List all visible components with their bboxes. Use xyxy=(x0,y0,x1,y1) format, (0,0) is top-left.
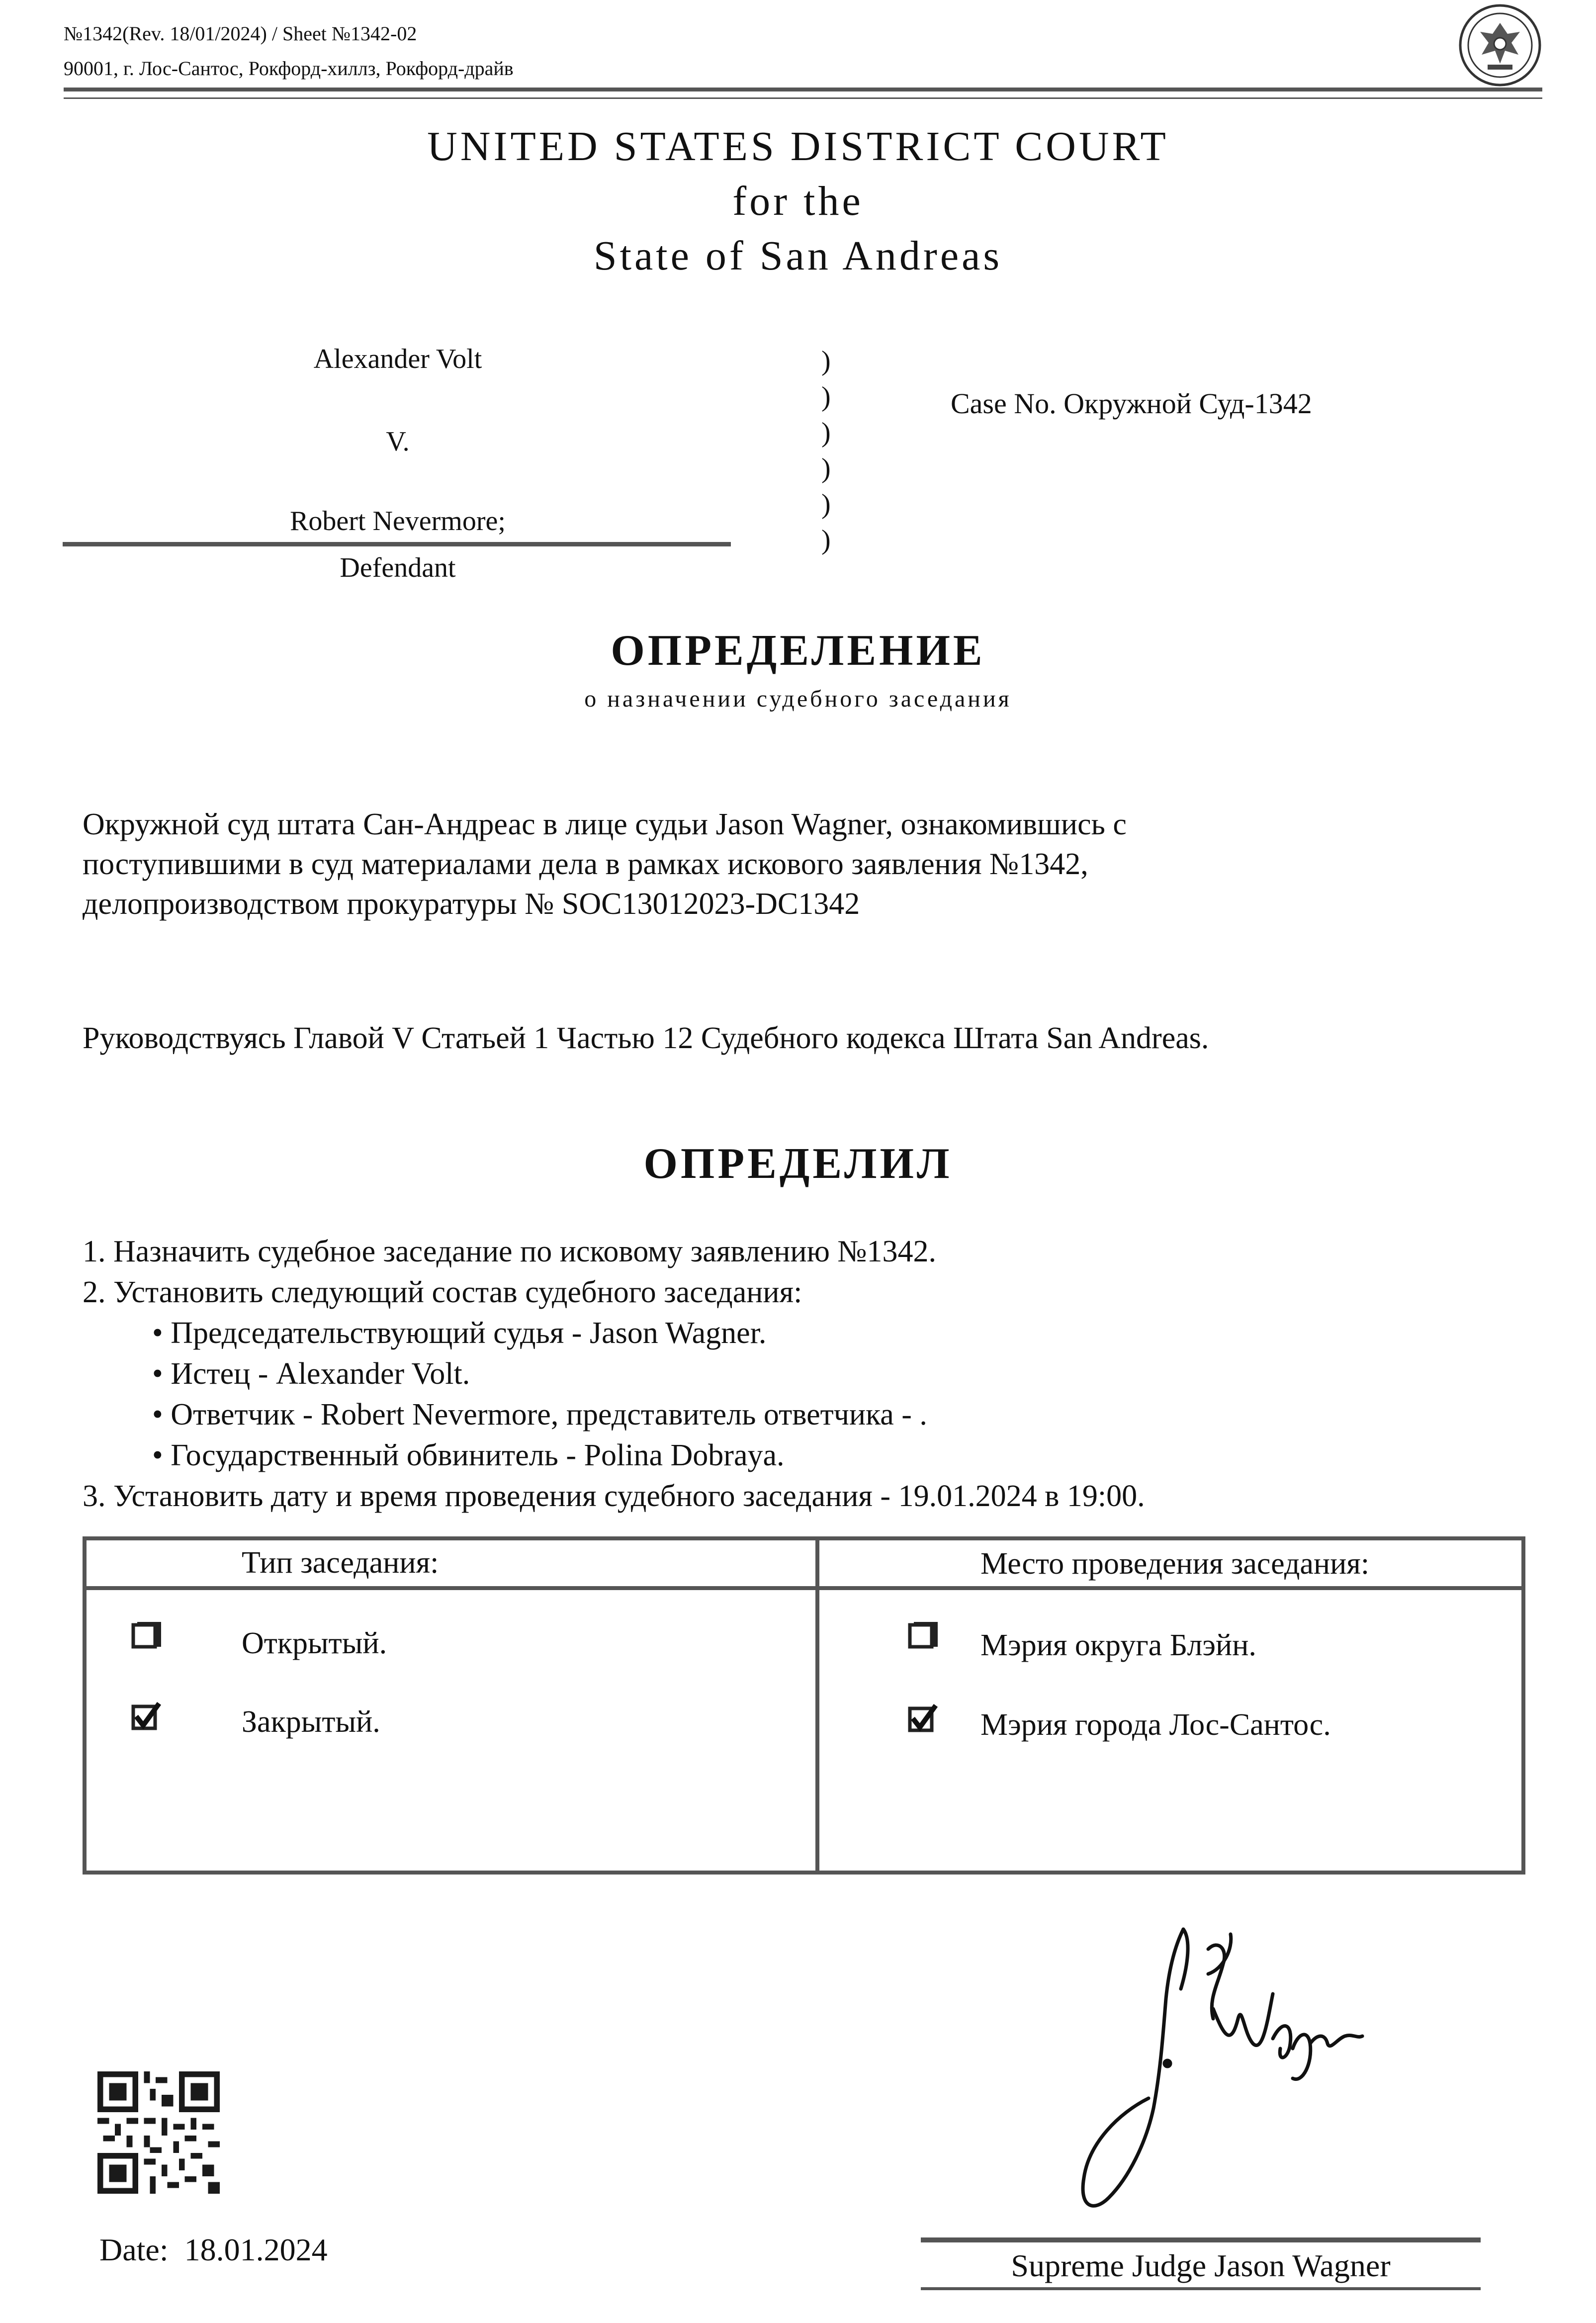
option-open-session: Открытый. xyxy=(242,1626,387,1660)
caption-paren: ) xyxy=(821,417,831,448)
session-place-header: Место проведения заседания: xyxy=(980,1547,1370,1581)
session-type-header: Тип заседания: xyxy=(242,1546,439,1580)
form-number: №1342(Rev. 18/01/2024) / Sheet №1342-02 xyxy=(64,22,417,45)
list-item: • Истец - Alexander Volt. xyxy=(152,1357,470,1391)
list-item: • Ответчик - Robert Nevermore, представитель ответчика - . xyxy=(152,1398,927,1431)
document-subtitle: о назначении судебного заседания xyxy=(584,686,1012,712)
signature-bottom-rule xyxy=(921,2287,1481,2290)
signer-name: Supreme Judge Jason Wagner xyxy=(1011,2248,1391,2283)
list-item: 3. Установить дату и время проведения судебного заседания - 19.01.2024 в 19:00. xyxy=(83,1479,1145,1513)
defendant-name: Robert Nevermore; xyxy=(290,506,506,536)
checkbox-open-session[interactable] xyxy=(130,1622,161,1655)
caption-paren: ) xyxy=(821,489,831,520)
signature-rule xyxy=(921,2237,1481,2242)
caption-paren: ) xyxy=(821,453,831,484)
list-item: 1. Назначить судебное заседание по исковому заявлению №1342. xyxy=(83,1235,937,1268)
judge-signature xyxy=(1059,1919,1367,2218)
option-closed-session: Закрытый. xyxy=(242,1705,380,1739)
checkbox-place-los-santos[interactable] xyxy=(907,1703,938,1737)
option-place-los-santos: Мэрия города Лос-Сантос. xyxy=(980,1708,1331,1742)
court-address: 90001, г. Лос-Сантос, Рокфорд-хиллз, Рокфорд-драйв xyxy=(64,57,514,80)
caption-rule xyxy=(63,542,731,546)
decision-heading: ОПРЕДЕЛИЛ xyxy=(643,1140,953,1188)
court-name: UNITED STATES DISTRICT COURT xyxy=(427,123,1169,170)
caption-paren: ) xyxy=(821,525,831,555)
intro-line: Окружной суд штата Сан-Андреас в лице судьи Jason Wagner, ознакомившись с xyxy=(83,807,1127,841)
versus: V. xyxy=(386,426,410,457)
plaintiff-name: Alexander Volt xyxy=(313,344,482,374)
qr-code-icon xyxy=(97,2071,220,2194)
list-item: • Государственный обвинитель - Polina Dobraya. xyxy=(152,1438,785,1472)
date-label: Date: xyxy=(99,2232,169,2267)
case-number: Case No. Окружной Суд-1342 xyxy=(951,387,1312,420)
option-place-blaine: Мэрия округа Блэйн. xyxy=(980,1628,1256,1662)
court-state: State of San Andreas xyxy=(593,233,1003,279)
defendant-role: Defendant xyxy=(340,552,456,583)
list-item: 2. Установить следующий состав судебного заседания: xyxy=(83,1275,802,1309)
intro-paragraph xyxy=(83,804,1127,924)
caption-paren: ) xyxy=(821,381,831,412)
header-rule-thin xyxy=(64,97,1542,99)
checkbox-closed-session[interactable] xyxy=(130,1701,161,1735)
table-column-rule xyxy=(815,1536,819,1875)
intro-line: поступившими в суд материалами дела в рамках искового заявления №1342, xyxy=(83,847,1088,881)
decision-list xyxy=(83,1231,1145,1517)
date-value: 18.01.2024 xyxy=(184,2232,328,2267)
legal-basis: Руководствуясь Главой V Статьей 1 Частью 12 Судебного кодекса Штата San Andreas. xyxy=(83,1021,1209,1055)
table-header-rule xyxy=(83,1586,1525,1590)
caption-paren: ) xyxy=(821,346,831,376)
header-rule-thick xyxy=(64,88,1542,91)
document-date xyxy=(99,2232,328,2268)
checkbox-place-blaine[interactable] xyxy=(907,1622,938,1655)
court-seal-icon xyxy=(1458,3,1542,88)
list-item: • Председательствующий судья - Jason Wagner. xyxy=(152,1316,767,1350)
document-title: ОПРЕДЕЛЕНИЕ xyxy=(611,626,985,675)
court-for-the: for the xyxy=(732,178,864,224)
intro-line: делопроизводством прокуратуры № SOC13012023-DC1342 xyxy=(83,887,860,921)
